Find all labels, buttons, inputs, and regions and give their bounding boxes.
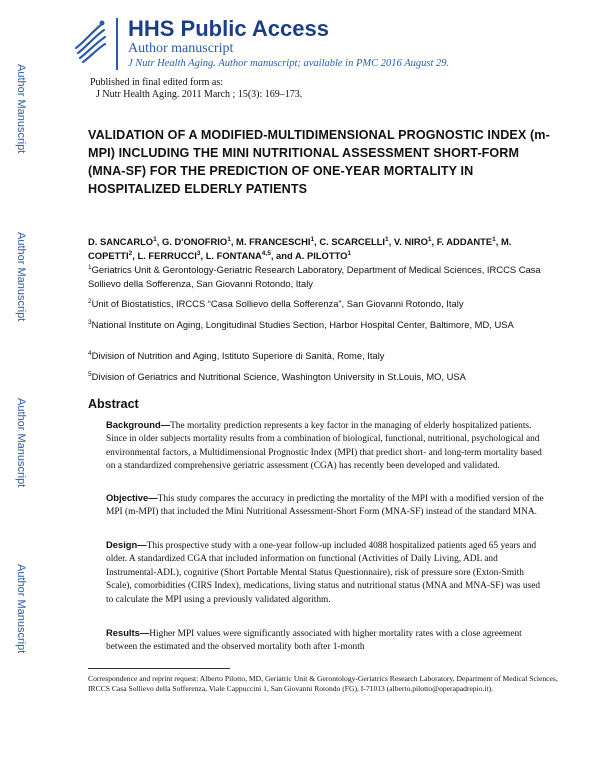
author-list: D. SANCARLO$^1$, G. D'ONOFRIO$^1$, M. FRANCESCHI$^1$, C. SCARCELLI$^1$, V. NIRO$^1$, F. ADDANTE$^1$, M. COPETTI$^2$, L. FERRUCCI$^3$, L. FONTANA$^{4,5}$, and A. PILOTTO$^1$: [88, 235, 512, 261]
side-label-author-manuscript: Author Manuscript: [15, 398, 27, 488]
author-name: A. PILOTTO: [294, 250, 348, 261]
author-name: L. FONTANA: [205, 250, 262, 261]
affiliation: $^4$Division of Nutrition and Aging, Istituto Superiore di Sanità, Rome, Italy: [88, 349, 385, 361]
author-name: C. SCARCELLI: [319, 236, 385, 247]
author-name: M. COPETTI: [88, 236, 512, 261]
banner-subtitle: Author manuscript: [128, 41, 234, 56]
side-label-author-manuscript: Author Manuscript: [15, 64, 27, 154]
article-title: VALIDATION OF A MODIFIED-MULTIDIMENSIONAL PROGNOSTIC INDEX (m-MPI) INCLUDING THE MINI NUTRITIONAL ASSESSMENT SHORT-FORM (MNA-SF) FOR THE PREDICTION OF ONE-YEAR MORTALITY IN HOSPITALIZED ELDERLY PATIENTS: [88, 128, 550, 196]
banner-journal-line: J Nutr Health Aging. Author manuscript; available in PMC 2016 August 29.: [128, 58, 450, 69]
abstract-results: Results—Higher MPI values were significantly associated with higher mortality rates with a close agreement between the estimated and the observed mortality both after 1-month: [106, 627, 522, 653]
affiliation: $^3$National Institute on Aging, Longitudinal Studies Section, Harbor Hospital Center, Baltimore, MD, USA: [88, 318, 514, 330]
side-label-author-manuscript: Author Manuscript: [15, 564, 27, 654]
affiliation: $^1$Geriatrics Unit & Gerontology-Geriatric Research Laboratory, Department of Medical Sciences, IRCCS Casa Sollievo della Sofferenza, San Giovanni Rotondo, Italy: [88, 263, 541, 289]
abstract-heading: Abstract: [88, 397, 139, 411]
published-label: Published in final edited form as:: [90, 77, 224, 88]
author-name: D. SANCARLO: [88, 236, 154, 247]
published-citation: J Nutr Health Aging. 2011 March ; 15(3): 169–173.: [96, 89, 303, 100]
author-name: L. FERRUCCI: [137, 250, 197, 261]
abstract-design: Design—This prospective study with a one-year follow-up included 4088 hospitalized patients aged 65 years and older. A standardized CGA that included information on functional (Activities of Daily Living, ADL and Instrumental-ADL), cognitive (Short Portable Mental Status Questionnaire), risk of pressure sore (Exton-Smith Scale), comorbidities (CIRS Index), medications, living status and nutritional status (MNA and MNA-SF) was used to calculate the MPI using a previously validated algorithm.: [106, 539, 541, 605]
author-name: M. FRANCESCHI: [236, 236, 311, 247]
author-name: F. ADDANTE: [436, 236, 493, 247]
footnote-divider: [88, 668, 230, 669]
affiliation: $^5$Division of Geriatrics and Nutritional Science, Washington University in St.Louis, MO, USA: [88, 370, 466, 382]
abstract-objective: Objective—This study compares the accuracy in predicting the mortality of the MPI with a modified version of the MPI (m-MPI) that included the Mini Nutritional Assessment-Short Form (MNA-SF) instead of the standard MNA.: [106, 492, 544, 518]
correspondence-footnote: Correspondence and reprint request: Alberto Pilotto, MD, Geriatric Unit & Gerontology-Geriatrics Research Laboratory, Department of Medical Sciences, IRCCS Casa Sollievo della Sofferenza, Viale Cappuccini 1, San Giovanni Rotondo (FG), I-71013 (alberto.pilotto@operapadrepio.it).: [88, 674, 558, 693]
banner-title: HHS Public Access: [128, 16, 329, 41]
abstract-background: Background—The mortality prediction represents a key factor in the managing of elderly hospitalized patients. Since in older subjects mortality results from a combination of biological, functional, nutritional, psychological and environmental factors, a Multidimensional Prognostic Index (MPI) that predict short- and long-term mortality based on a standardized comprehensive geriatric assessment (CGA) has recently been developed and validated.: [106, 419, 542, 472]
author-name: G. D'ONOFRIO: [161, 236, 228, 247]
banner-divider: [116, 18, 118, 70]
side-label-author-manuscript: Author Manuscript: [15, 232, 27, 322]
affiliation: $^2$Unit of Biostatistics, IRCCS “Casa Sollievo della Sofferenza”, San Giovanni Rotondo, Italy: [88, 297, 464, 309]
hhs-eagle-logo-icon: [72, 18, 108, 66]
author-name: V. NIRO: [393, 236, 428, 247]
